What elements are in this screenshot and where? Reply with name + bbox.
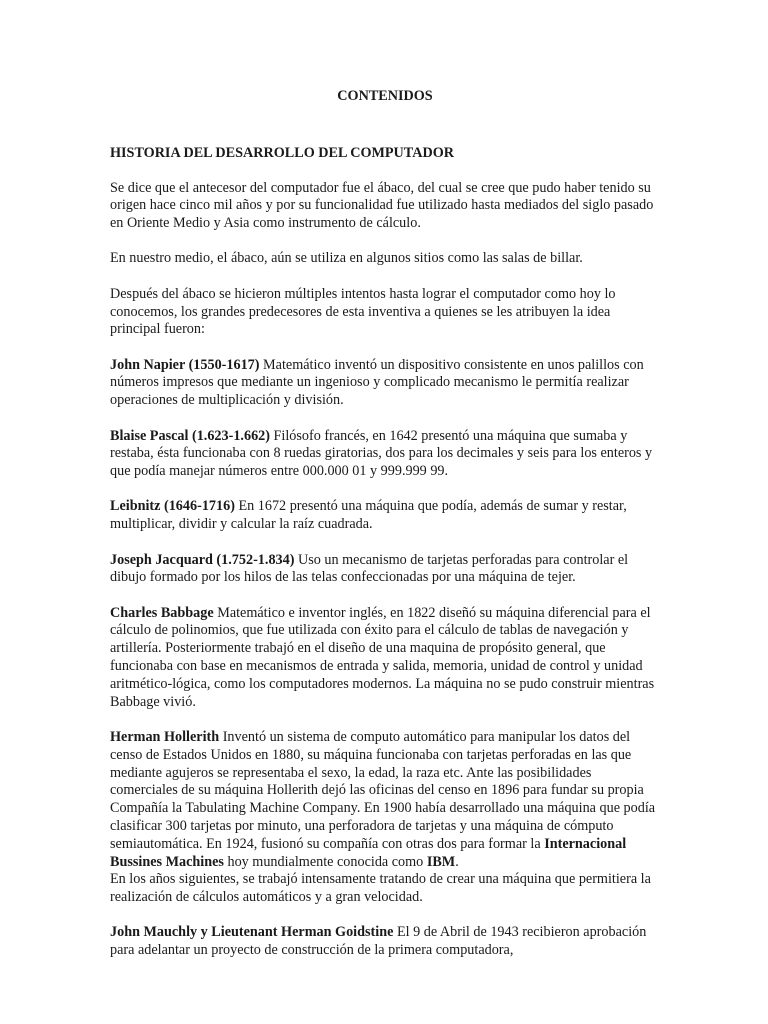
entry-name: Joseph Jacquard (1.752-1.834) xyxy=(110,551,295,568)
entry-text: Inventó un sistema de computo automático para manipular los datos del censo de Estados Unidos en 1880, su máquina funcionaba con tarjetas perforadas en las que mediante agujeros se representaba el sexo, la edad, la raza etc. Ante las posibilidades comerciales de su máquina Hollerith dejó las oficinas del censo en 1896 para fundar su propia Compañía la Tabulating Machine Company. En 1900 había desarrollado una máquina que podía clasificar 300 tarjetas por minuto, una perforadora de tarjetas y una máquina de cómputo semiautomática. En 1924, fusionó su compañía con otras dos para formar la xyxy=(110,728,656,852)
entry-text: . xyxy=(455,853,459,870)
entry-text: El 9 de Abril de 1943 recibieron aprobación para adelantar un proyecto de construcción de la primera computadora, xyxy=(110,924,647,959)
entry-babbage xyxy=(110,605,660,712)
company-name: Internacional Bussines Machines xyxy=(110,835,627,870)
intro-paragraph: Después del ábaco se hicieron múltiples intentos hasta lograr el computador como hoy lo conocemos, los grandes predecesores de esta inventiva a quienes se les atribuyen la idea principal fueron: xyxy=(110,285,616,338)
document-title: CONTENIDOS xyxy=(337,88,433,104)
section-heading: HISTORIA DEL DESARROLLO DEL COMPUTADOR xyxy=(110,144,454,161)
entry-text: Matemático inventó un dispositivo consistente en unos palillos con números impresos que mediante un ingenioso y complicado mecanismo le permitía realizar operaciones de multiplicación y división. xyxy=(110,356,644,409)
entry-name: Leibnitz (1646-1716) xyxy=(110,498,235,515)
entry-text: hoy mundialmente conocida como xyxy=(223,853,427,870)
entry-leibnitz xyxy=(110,498,660,534)
entry-name: John Mauchly y Lieutenant Herman Goidstine xyxy=(110,924,394,941)
followup-paragraph: En los años siguientes, se trabajó intensamente tratando de crear una máquina que permitiera la realización de cálculos automáticos y a gran velocidad. xyxy=(110,871,651,906)
entry-text: Uso un mecanismo de tarjetas perforadas para controlar el dibujo formado por los hilos de las telas confeccionadas por una máquina de tejer. xyxy=(110,551,629,586)
intro-paragraph: Se dice que el antecesor del computador fue el ábaco, del cual se cree que pudo haber tenido su origen hace cinco mil años y por su funcionalidad fue utilizado hasta mediados del siglo pasado en Oriente Medio y Asia como instrumento de cálculo. xyxy=(110,179,654,232)
entry-name: Blaise Pascal (1.623-1.662) xyxy=(110,427,270,444)
entry-mauchly xyxy=(110,924,660,960)
document-page xyxy=(110,88,660,977)
entry-text: Matemático e inventor inglés, en 1822 diseñó su máquina diferencial para el cálculo de polinomios, que fue utilizada con éxito para el cálculo de tablas de navegación y artillería. Posteriormente trabajó en el diseño de una maquina de propósito general, que funcionaba con base en mecanismos de entrada y salida, memoria, unidad de control y unidad aritmético-lógica, como los computadores modernos. La máquina no se pudo construir mientras Babbage vivió. xyxy=(110,604,655,710)
entry-name: John Napier (1550-1617) xyxy=(110,356,260,373)
entry-text: En 1672 presentó una máquina que podía, además de sumar y restar, multiplicar, dividir y calcular la raíz cuadrada. xyxy=(110,498,627,533)
entry-hollerith xyxy=(110,729,660,871)
entry-jacquard xyxy=(110,552,660,588)
entry-pascal xyxy=(110,428,660,481)
entry-text: Filósofo francés, en 1642 presentó una máquina que sumaba y restaba, ésta funcionaba con 8 ruedas giratorias, dos para los decimales y seis para los enteros y que podía manejar números entre 000.000 01 y 999.999 99. xyxy=(110,427,653,480)
company-acronym: IBM xyxy=(426,853,456,870)
entry-name: Herman Hollerith xyxy=(110,728,220,745)
entry-napier xyxy=(110,357,660,410)
entry-name: Charles Babbage xyxy=(110,604,214,621)
intro-paragraph: En nuestro medio, el ábaco, aún se utiliza en algunos sitios como las salas de billar. xyxy=(110,250,583,267)
